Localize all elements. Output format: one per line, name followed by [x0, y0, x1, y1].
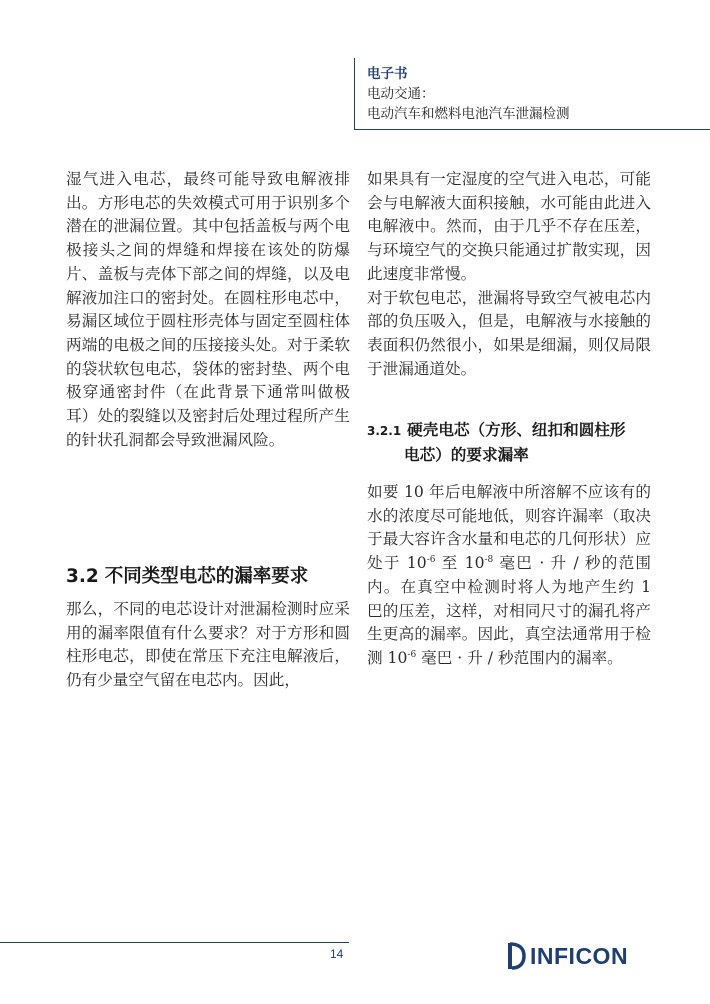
footer-divider: [0, 942, 349, 943]
right-paragraph-2: 对于软包电芯，泄漏将导致空气被电芯内部的负压吸入，但是，电解液与水接触的表面积仍然很小，如果是细漏，则仅局限于泄漏通道处。: [367, 288, 651, 378]
section-number: 3.2: [66, 566, 99, 587]
section-heading: [66, 562, 308, 588]
exponent-1: -6: [426, 554, 436, 565]
left-column: [66, 168, 350, 452]
page-number: 14: [330, 947, 344, 961]
right-paragraph-3: [367, 481, 651, 671]
subsection-title-line2: 电芯）的要求漏率: [404, 445, 529, 464]
exponent-2: -8: [484, 554, 494, 565]
header-title-line1: 电动交通：: [367, 86, 435, 102]
document-header: [367, 64, 570, 124]
header-divider-vertical: [354, 58, 355, 130]
inficon-logo: [506, 938, 628, 974]
right-paragraph-1: 如果具有一定湿度的空气进入电芯，可能会与电解液大面积接触，水可能由此进入电解液中。然而，由于几乎不存在压差，与环境空气的交换只能通过扩散实现，因此速度非常慢。: [367, 170, 651, 283]
right-paragraph-3-wrap: [367, 481, 651, 671]
header-divider-horizontal: [354, 129, 710, 130]
exponent-3: -6: [407, 649, 417, 660]
section-title: 不同类型电芯的漏率要求: [104, 566, 309, 587]
right-column: [367, 168, 651, 381]
para3-text-b: 至 10: [435, 554, 485, 573]
para3-text-a: 如要 10 年后电解液中所溶解不应该有的水的浓度尽可能地低，则容许漏率（取决于最大容许含水量和电芯的几何形状）应处于 10: [367, 483, 651, 573]
subsection-heading: [367, 418, 657, 467]
subsection-number: 3.2.1: [367, 424, 402, 438]
para3-text-c: 毫巴 · 升 / 秒的范围内。在真空中检测时将人为地产生约 1 巴的压差，这样，对相同尺寸的漏孔将产生更高的漏率。因此，真空法通常用于检测 10: [367, 554, 651, 667]
para3-text-d: 毫巴 · 升 / 秒范围内的漏率。: [416, 648, 623, 667]
logo-text: INFICON: [530, 942, 629, 969]
header-title-line2: 电动汽车和燃料电池汽车泄漏检测: [367, 106, 570, 122]
inficon-logo-icon: [506, 941, 528, 971]
left-paragraph-2: 那么，不同的电芯设计对泄漏检测时应采用的漏率限值有什么要求？对于方形和圆柱形电芯，即使在常压下充注电解液后，仍有少量空气留在电芯内。因此，: [66, 600, 350, 690]
left-paragraph-1: 湿气进入电芯，最终可能导致电解液排出。方形电芯的失效模式可用于识别多个潜在的泄漏位置。其中包括盖板与两个电极接头之间的焊缝和焊接在该处的防爆片、盖板与壳体下部之间的焊缝，以及电解液加注口的密封处。在圆柱形电芯中，易漏区域位于圆柱形壳体与固定至圆柱体两端的电极之间的压接接头处。对于柔软的袋状软包电芯，袋体的密封垫、两个电极穿通密封件（在此背景下通常叫做极耳）处的裂缝以及密封后处理过程所产生的针状孔洞都会导致泄漏风险。: [66, 170, 350, 449]
subsection-title-line1: 硬壳电芯（方形、纽扣和圆柱形: [407, 420, 626, 439]
ebook-label: 电子书: [367, 66, 408, 82]
left-paragraph-2-wrap: [66, 598, 350, 693]
